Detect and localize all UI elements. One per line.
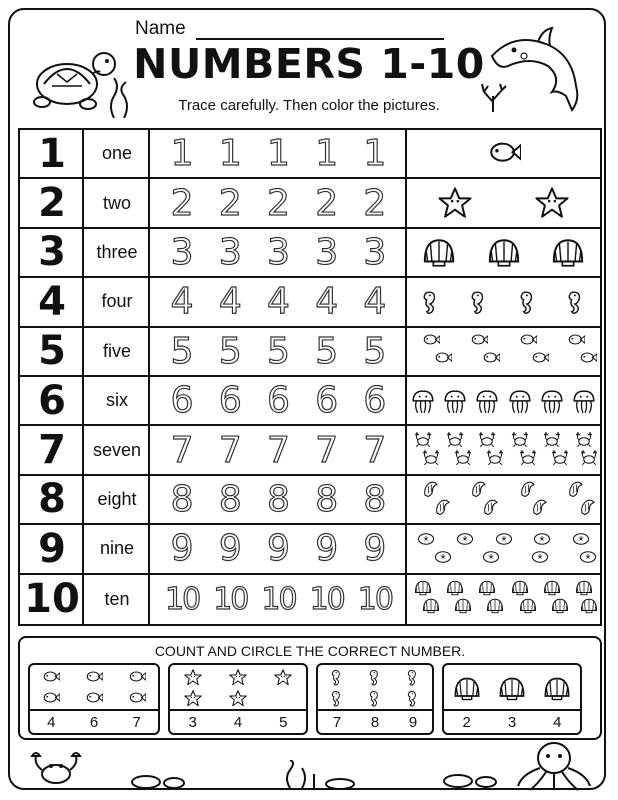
picture-cell[interactable] [407,278,600,325]
name-label: Name [135,18,186,39]
trace-digit[interactable]: 1 [170,133,194,175]
trace-cell[interactable] [150,575,407,624]
trace-digit[interactable]: 7 [170,429,194,471]
answer-option[interactable]: 7 [332,713,342,731]
starfish-icon [229,690,247,708]
fish-icon [567,332,585,350]
number-word: one [101,143,133,164]
number-row [20,575,600,624]
trace-digit[interactable]: 7 [267,429,290,471]
starfish-icon [438,187,472,221]
crab-icon [551,449,569,467]
trace-digit[interactable]: 5 [267,330,290,372]
trace-digit[interactable]: 1 [218,133,242,175]
number-word: six [106,390,128,411]
trace-digit[interactable]: 2 [363,182,387,224]
sand-dollar-icon [572,530,590,548]
trace-digit[interactable]: 8 [267,478,290,520]
shell-icon [453,675,481,703]
trace-cell[interactable] [150,179,407,226]
seaweed-icon [106,78,134,118]
trace-digit[interactable]: 1 [363,133,387,175]
trace-digit[interactable]: 5 [363,330,387,372]
jellyfish-icon [442,389,468,415]
picture-cell[interactable] [407,575,600,624]
seahorse-icon [404,690,422,708]
trace-digit[interactable]: 7 [315,429,339,471]
trace-digit[interactable]: 6 [218,380,242,422]
fish-icon [487,138,521,172]
seahorse-icon [466,290,492,316]
trace-digit[interactable]: 6 [363,380,387,422]
fish-icon [434,350,452,368]
sand-dollar-icon [434,548,452,566]
count-pictures [444,665,580,713]
rocks-icon [440,768,500,788]
answer-option[interactable]: 4 [233,713,243,731]
number-row [20,328,600,377]
picture-cell[interactable] [407,377,600,424]
fish-icon [85,690,103,708]
fish-icon [42,690,60,708]
trace-digit[interactable]: 3 [363,231,387,273]
shell-icon [486,597,504,615]
trace-digit[interactable]: 8 [218,478,242,520]
fish-icon [579,350,597,368]
answer-options [170,709,306,733]
shell-icon [543,675,571,703]
name-line [196,22,444,40]
crab-icon [580,449,598,467]
trace-digit[interactable]: 9 [170,528,194,570]
octopus-icon [512,740,596,792]
starfish-icon [535,187,569,221]
trace-digit[interactable]: 10 [165,581,200,617]
starfish-icon [184,690,202,708]
sand-dollar-icon [417,530,435,548]
trace-cell[interactable] [150,426,407,473]
conch-icon [579,498,597,516]
number-row [20,476,600,525]
trace-digit[interactable]: 1 [267,133,290,175]
number-row [20,229,600,278]
number-row [20,130,600,179]
crab-icon [422,449,440,467]
picture-cell[interactable] [407,179,600,226]
fish-icon [128,690,146,708]
jellyfish-icon [571,389,597,415]
trace-digit[interactable]: 6 [170,380,194,422]
answer-option[interactable]: 8 [370,713,380,731]
picture-cell[interactable] [407,426,600,473]
number-word: ten [104,588,130,609]
count-pictures [170,665,306,713]
shell-icon [543,579,561,597]
number-word: two [102,192,131,213]
fish-icon [128,669,146,687]
shell-icon [498,675,526,703]
numeral: 9 [38,525,66,572]
conch-icon [434,498,452,516]
trace-cell[interactable] [150,377,407,424]
seahorse-icon [515,290,541,316]
trace-digit[interactable]: 2 [170,182,194,224]
jellyfish-icon [507,389,533,415]
answer-option[interactable]: 7 [132,713,141,731]
answer-option[interactable]: 4 [47,713,56,731]
fish-icon [482,350,500,368]
trace-cell[interactable] [150,476,407,523]
trace-digit[interactable]: 3 [267,231,290,273]
crab-icon [519,449,537,467]
number-word: four [101,291,133,312]
page-subtitle: Trace carefully. Then color the pictures. [178,97,440,114]
answer-option[interactable]: 2 [462,713,471,731]
jellyfish-icon [474,389,500,415]
starfish-icon [274,669,292,687]
sand-dollar-icon [533,530,551,548]
trace-digit[interactable]: 2 [218,182,242,224]
fish-icon [519,332,537,350]
trace-digit[interactable]: 8 [315,478,339,520]
shell-icon [580,597,598,615]
number-word: five [102,340,131,361]
trace-digit[interactable]: 10 [309,581,344,617]
trace-digit[interactable]: 2 [315,182,339,224]
sand-dollar-icon [495,530,513,548]
shell-icon [446,579,464,597]
answer-option[interactable]: 3 [188,713,197,731]
count-panel [442,663,582,735]
conch-icon [567,480,585,498]
seaweed-icon [280,760,360,788]
trace-digit[interactable]: 7 [218,429,242,471]
picture-cell[interactable] [407,229,600,276]
numeral: 4 [38,278,66,325]
answer-options [318,709,432,733]
numeral: 8 [38,476,66,523]
trace-digit[interactable]: 5 [315,330,339,372]
trace-digit[interactable]: 10 [357,581,392,617]
trace-cell[interactable] [150,328,407,375]
coral-icon [478,82,508,112]
count-panel [316,663,434,735]
trace-digit[interactable]: 10 [213,581,248,617]
count-pictures [30,665,158,713]
numeral: 3 [38,229,66,276]
seahorse-icon [404,669,422,687]
numeral: 6 [38,377,66,424]
number-word: seven [92,439,142,460]
shell-icon [575,579,593,597]
trace-digit[interactable]: 6 [315,380,339,422]
conch-icon [422,480,440,498]
starfish-icon [229,669,247,687]
crab-icon [28,748,84,788]
conch-icon [519,480,537,498]
crab-icon [486,449,504,467]
trace-digit[interactable]: 9 [218,528,242,570]
crab-icon [478,431,496,449]
trace-cell[interactable] [150,229,407,276]
number-row [20,426,600,475]
starfish-icon [184,669,202,687]
trace-digit[interactable]: 5 [170,330,194,372]
shell-icon [551,597,569,615]
count-panel [28,663,160,735]
trace-digit[interactable]: 3 [218,231,242,273]
crab-icon [543,431,561,449]
crab-icon [454,449,472,467]
number-row [20,377,600,426]
fish-icon [470,332,488,350]
trace-digit[interactable]: 4 [363,281,387,323]
fish-icon [85,669,103,687]
trace-digit[interactable]: 1 [315,133,339,175]
fish-icon [422,332,440,350]
seahorse-icon [418,290,444,316]
number-word: three [96,241,138,262]
answer-option[interactable]: 3 [507,713,517,731]
jellyfish-icon [539,389,565,415]
number-row [20,278,600,327]
count-pictures [318,665,432,713]
number-row [20,179,600,228]
seahorse-icon [328,669,346,687]
seahorse-icon [366,690,384,708]
answer-options [30,709,158,733]
numeral: 5 [38,328,66,375]
number-word: eight [97,488,137,509]
shell-icon [511,579,529,597]
count-section [18,636,602,740]
count-panel [168,663,308,735]
picture-cell[interactable] [407,130,600,177]
shell-icon [478,579,496,597]
number-word: nine [99,538,135,559]
fish-icon [531,350,549,368]
trace-digit[interactable]: 10 [261,581,296,617]
fish-icon [42,669,60,687]
jellyfish-icon [410,389,436,415]
conch-icon [482,498,500,516]
trace-digit[interactable]: 4 [218,281,242,323]
seahorse-icon [563,290,589,316]
sand-dollar-icon [579,548,597,566]
crab-icon [446,431,464,449]
trace-digit[interactable]: 4 [267,281,290,323]
sand-dollar-icon [482,548,500,566]
conch-icon [470,480,488,498]
trace-cell[interactable] [150,525,407,572]
answer-option[interactable]: 5 [279,713,288,731]
sand-dollar-icon [531,548,549,566]
seahorse-icon [366,669,384,687]
shell-icon [414,579,432,597]
answer-option[interactable]: 9 [408,713,418,731]
trace-digit[interactable]: 9 [363,528,387,570]
shell-icon [487,236,521,270]
trace-cell[interactable] [150,278,407,325]
crab-icon [511,431,529,449]
trace-digit[interactable]: 2 [267,182,290,224]
page-title: NUMBERS 1-10 [133,40,485,88]
rocks-icon [130,770,190,788]
numeral: 7 [38,427,66,474]
name-row [135,18,444,40]
trace-digit[interactable]: 5 [218,330,242,372]
picture-cell[interactable] [407,476,600,523]
numeral: 2 [38,180,66,227]
tracing-grid [18,128,602,626]
picture-cell[interactable] [407,328,600,375]
crab-icon [575,431,593,449]
shell-icon [519,597,537,615]
answer-option[interactable]: 6 [89,713,99,731]
trace-digit[interactable]: 9 [267,528,290,570]
shell-icon [454,597,472,615]
numeral: 1 [38,130,66,177]
conch-icon [531,498,549,516]
crab-icon [414,431,432,449]
picture-cell[interactable] [407,525,600,572]
trace-digit[interactable]: 8 [363,478,387,520]
sand-dollar-icon [456,530,474,548]
trace-digit[interactable]: 4 [170,281,194,323]
trace-digit[interactable]: 6 [267,380,290,422]
answer-option[interactable]: 4 [553,713,562,731]
shell-icon [422,597,440,615]
trace-digit[interactable]: 4 [315,281,339,323]
shell-icon [422,236,456,270]
number-row [20,525,600,574]
trace-digit[interactable]: 7 [363,429,387,471]
trace-digit[interactable]: 8 [170,478,194,520]
trace-digit[interactable]: 9 [315,528,339,570]
count-section-title: COUNT AND CIRCLE THE CORRECT NUMBER. [154,643,466,659]
answer-options [444,709,580,733]
seahorse-icon [328,690,346,708]
shell-icon [551,236,585,270]
trace-cell[interactable] [150,130,407,177]
trace-digit[interactable]: 3 [315,231,339,273]
trace-digit[interactable]: 3 [170,231,194,273]
numeral: 10 [24,576,80,623]
